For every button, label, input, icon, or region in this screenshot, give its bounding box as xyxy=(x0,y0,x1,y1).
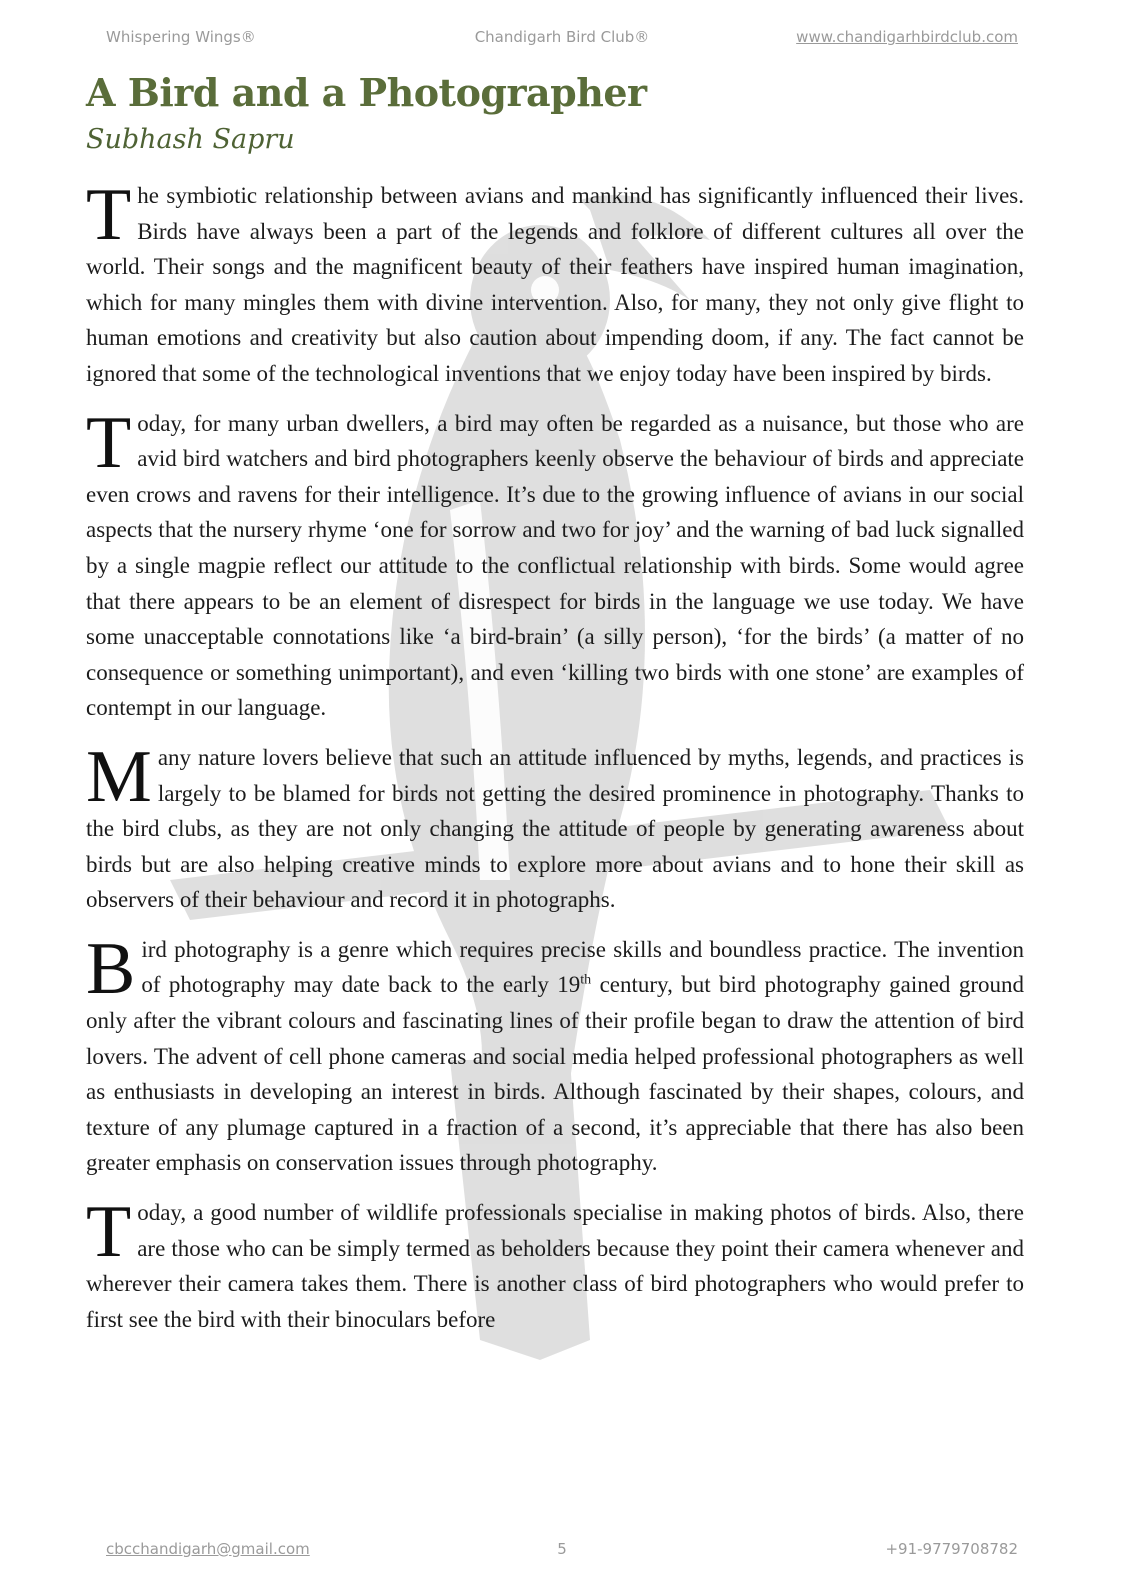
article-title: A Bird and a Photographer xyxy=(86,70,647,115)
paragraph-1 xyxy=(86,174,1024,392)
paragraph-text: oday, for many urban dwellers, a bird may often be regarded as a nuisance, but those who are avid bird watchers and bird photographers keenly observe the behaviour of birds and appreciate even crows and ravens for their intelligence. It’s due to the growing influence of avians in our social aspects that the nursery rhyme ‘one for sorrow and two for joy’ and the warning of bad luck signalled by a single magpie reflect our attitude to the conflictual relationship with birds. Some would agree that there appears to be an element of disrespect for birds in the language we use today. We have some unacceptable connotations like ‘a bird-brain’ (a silly person), ‘for the birds’ (a matter of no consequence or something unimportant), and even ‘killing two birds with one stone’ are examples of contempt in our language. xyxy=(86,410,1024,721)
drop-cap: M xyxy=(86,735,152,818)
paragraph-5 xyxy=(86,1191,1024,1337)
phone-number: +91-9779708782 xyxy=(885,1540,1018,1558)
drop-cap: T xyxy=(86,401,132,484)
website-link[interactable]: www.chandigarhbirdclub.com xyxy=(796,28,1018,46)
club-name: Chandigarh Bird Club® xyxy=(474,28,650,46)
paragraph-4 xyxy=(86,927,1024,1181)
article-body xyxy=(86,174,1024,1351)
article-author: Subhash Sapru xyxy=(86,124,295,155)
paragraph-3 xyxy=(86,735,1024,918)
paragraph-text: ird photography is a genre which requires precise skills and boundless practice. The invention of photography may date back to the early 19 xyxy=(141,936,1024,998)
publication-name: Whispering Wings® xyxy=(106,28,256,46)
page-header xyxy=(106,24,1018,50)
email-link[interactable]: cbcchandigarh@gmail.com xyxy=(106,1540,310,1558)
page-footer xyxy=(106,1536,1018,1562)
drop-cap: B xyxy=(86,927,136,1010)
page-number: 5 xyxy=(557,1540,567,1558)
paragraph-text: oday, a good number of wildlife professionals specialise in making photos of birds. Also, there are those who can be simply termed as beholders because they point their camera whenever and wherever their camera takes them. There is another class of bird photographers who would prefer to first see the bird with their binoculars before xyxy=(86,1200,1024,1332)
paragraph-text: any nature lovers believe that such an attitude influenced by myths, legends, and practices is largely to be blamed for birds not getting the desired prominence in photography. Thanks to the bird clubs, as they are not only changing the attitude of people by generating awareness about birds but are also helping creative minds to explore more about avians and to hone their skill as observers of their behaviour and record it in photographs. xyxy=(86,744,1024,913)
paragraph-2 xyxy=(86,401,1024,726)
paragraph-text: he symbiotic relationship between avians and mankind has significantly influenced their lives. Birds have always been a part of the legends and folklore of different cultures all over the world. Their songs and the magnificent beauty of their feathers have inspired human imagination, which for many mingles them with divine intervention. Also, for many, they not only give flight to human emotions and creativity but also caution about impending doom, if any. The fact cannot be ignored that some of the technological inventions that we enjoy today have been inspired by birds. xyxy=(86,183,1024,386)
superscript: th xyxy=(580,972,592,988)
drop-cap: T xyxy=(86,1191,132,1274)
drop-cap: T xyxy=(86,174,132,256)
paragraph-text-continued: century, but bird photography gained ground only after the vibrant colours and fascinating lines of their profile began to draw the attention of bird lovers. The advent of cell phone cameras and social media helped professional photographers as well as enthusiasts in developing an interest in birds. Although fascinated by their shapes, colours, and texture of any plumage captured in a fraction of a second, it’s appreciable that there has also been greater emphasis on conservation issues through photography. xyxy=(86,972,1024,1176)
